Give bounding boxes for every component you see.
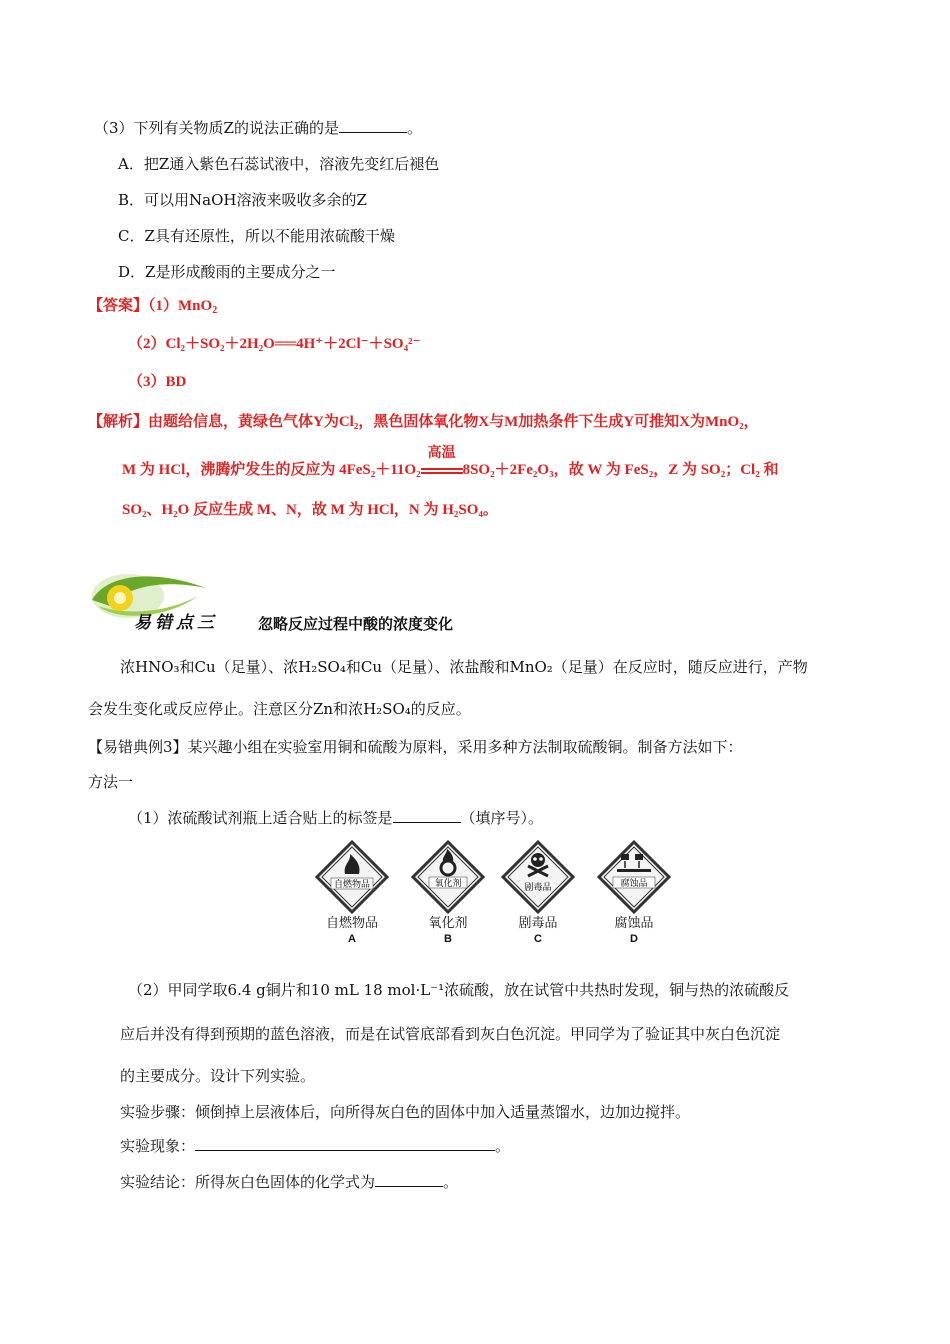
q2-line-3: 的主要成分。设计下列实验。 [120,1067,316,1085]
answer-blank[interactable] [375,1172,443,1187]
example-line: 【易错典例3】某兴趣小组在实验室用铜和硫酸为原料，采用多种方法制取硫酸铜。制备方法如下： [88,738,743,756]
hazard-inner-b: 氧化剂 [434,879,462,889]
answer-blank[interactable] [393,808,461,823]
hazard-inner-d: 腐蚀品 [620,879,648,889]
answer-tag: 【答案】 [88,298,149,314]
q2-line-1: （2）甲同学取6.4 g铜片和10 mL 18 mol·L⁻¹浓硫酸，放在试管中共热时发现，铜与热的浓硫酸反 [128,981,790,999]
q3-option-c: C．Z具有还原性，所以不能用浓硫酸干燥 [118,227,395,245]
answer-blank[interactable] [195,1136,495,1151]
hazard-letter-b: B [444,933,452,945]
method-label: 方法一 [88,773,134,791]
flame-icon [315,840,389,914]
example-tag: 【易错典例3】 [88,738,188,756]
analysis-line-1: 【解析】由题给信息，黄绿色气体Y为Cl₂，黑色固体氧化物X与M加热条件下生成Y可推知X为MnO₂， [88,414,759,430]
hazard-name-b: 氧化剂 [428,916,468,931]
q2-step: 实验步骤：倾倒掉上层液体后，向所得灰白色的固体中加入适量蒸馏水，边加边搅拌。 [120,1103,691,1121]
flame-over-circle-icon [411,840,485,914]
q3-stem: （3）下列有关物质Z的说法正确的是 。 [94,119,422,137]
analysis-line-2: M 为 HCl，沸腾炉发生的反应为 4FeS₂＋11O₂ 高温 8SO₂＋2Fe₂O₃，故 W 为 FeS₂，Z 为 SO₂；Cl₂ 和 [122,446,779,478]
q3-option-b: B．可以用NaOH溶液来吸收多余的Z [118,191,367,209]
hazard-letter-d: D [630,933,638,945]
corrosion-icon [597,840,671,914]
analysis-tag: 【解析】 [88,414,149,430]
q1-line: （1）浓硫酸试剂瓶上适合贴上的标签是 （填序号）。 [128,809,544,827]
hazard-name-d: 腐蚀品 [614,916,654,931]
hazard-name-a: 自燃物品 [325,916,378,931]
hazard-inner-a: 自燃物品 [333,880,371,890]
q2-phenomenon: 实验现象： 。 [120,1137,511,1155]
q3-option-d: D．Z是形成酸雨的主要成分之一 [118,263,336,281]
section-title: 忽略反应过程中酸的浓度变化 [258,615,454,633]
q2-conclusion: 实验结论：所得灰白色固体的化学式为 。 [120,1173,459,1191]
hazard-label-a [302,840,402,946]
section-badge: 易错点三 [134,613,218,633]
analysis-line-3: SO₂、H₂O 反应生成 M、N，故 M 为 HCl，N 为 H₂SO₄。 [122,502,498,518]
hazard-letter-a: A [348,933,356,945]
skull-crossbones-icon [501,840,575,914]
section-logo [88,566,240,634]
q3-option-a: A．把Z通入紫色石蕊试液中，溶液先变红后褪色 [118,155,440,173]
intro-line-1: 浓HNO₃和Cu（足量）、浓H₂SO₄和Cu（足量）、浓盐酸和MnO₂（足量）在反应时，随反应进行，产物 [120,658,808,676]
hazard-label-b [398,840,498,946]
equals-sign [421,468,463,474]
answer-line-1: 【答案】（1）MnO$_2$ [88,298,218,316]
hazard-name-c: 剧毒品 [518,916,558,931]
answer-blank[interactable] [339,118,407,133]
hazard-inner-c: 剧毒品 [524,883,552,893]
hazard-label-c [488,840,588,946]
hazard-label-d [584,840,684,946]
hazard-letter-c: C [534,933,542,945]
reaction-condition: 高温 [421,460,463,480]
q2-line-2: 应后并没有得到预期的蓝色溶液，而是在试管底部看到灰白色沉淀。甲同学为了验证其中灰白色沉淀 [120,1025,781,1043]
answer-line-2: （2）Cl₂＋SO₂＋2H₂O══4H⁺＋2Cl⁻＋SO₄²⁻ [128,336,421,352]
answer-line-3: （3）BD [128,374,187,390]
intro-line-2: 会发生变化或反应停止。注意区分Zn和浓H₂SO₄的反应。 [88,700,471,718]
